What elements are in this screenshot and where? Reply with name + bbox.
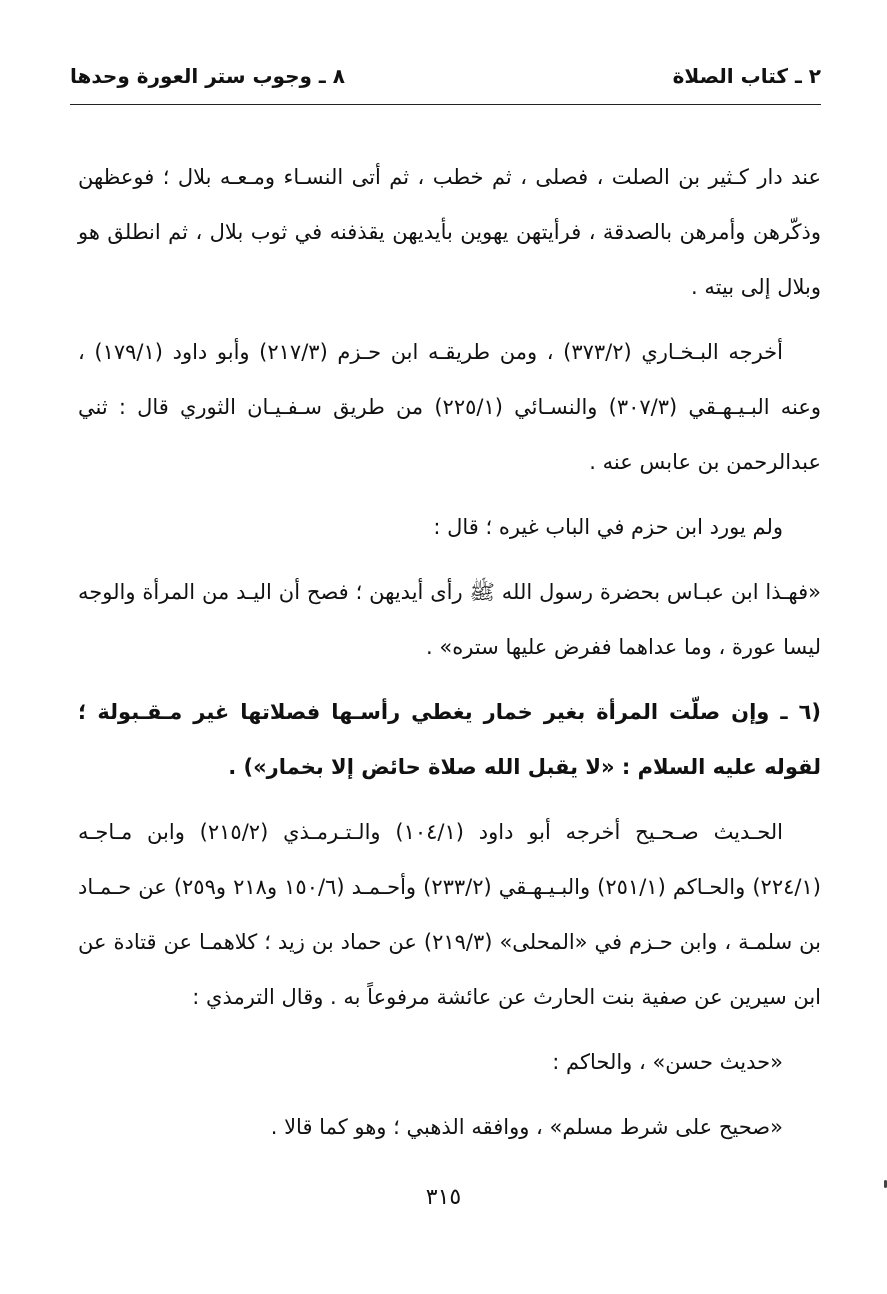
- paragraph-tirmidhi-grading: «حديث حسن» ، والحاكم :: [552, 1050, 783, 1074]
- page-number: ٣١٥: [425, 1185, 462, 1210]
- header-divider: [70, 104, 821, 105]
- paragraph-matn-item-6: (٦ ـ وإن صلّت المرأة بغير خمار يغطي رأسـها فصلاتها غير مـقـبولة ؛ لقوله عليه السلام : «لا يقبل الله صلاة حائض إلا بخمار») .: [78, 700, 821, 779]
- paragraph-hadith-sahih-takhrij: الحـديث صـحـيح أخرجه أبو داود (١٠٤/١) والـتـرمـذي (٢١٥/٢) وابن مـاجـه (٢٢٤/١) والحـاكم (٢٥١/١) والبـيـهـقي (٢٣٣/٢) وأحـمـد (١٥٠/٦ و٢١٨ و٢٥٩) عن حـمـاد بن سلمـة ، وابن حـزم في «المحلى» (٢١٩/٣) عن حماد بن زيد ؛ كلاهمـا عن قتادة عن ابن سيرين عن صفية بنت الحارث عن عائشة مرفوعاً به . وقال الترمذي :: [78, 820, 821, 1009]
- section-title: ٨ ـ وجوب ستر العورة وحدها: [70, 64, 345, 88]
- paragraph-hakim-grading: «صحيح على شرط مسلم» ، ووافقه الذهبي ؛ وهو كما قالا .: [270, 1115, 783, 1139]
- paragraph-bukhari-takhrij: أخرجه البـخـاري (٣٧٣/٢) ، ومن طريقـه ابن حـزم (٢١٧/٣) وأبو داود (١٧٩/١) ، وعنه البـيـهـقي (٣٠٧/٣) والنسـائي (٢٢٥/١) من طريق سـفـيـان الثوري قال : ثني عبدالرحمن بن عابس عنه .: [78, 340, 821, 474]
- page-body: [78, 150, 821, 1165]
- paragraph-hadith-continuation: عند دار كـثير بن الصلت ، فصلى ، ثم خطب ، ثم أتى النسـاء ومـعـه بلال ؛ فوعظهن وذكّرهن وأمرهن بالصدقة ، فرأيتهن يهوين بأيديهن يقذفنه في ثوب بلال ، ثم انطلق هو وبلال إلى بيته .: [78, 165, 821, 299]
- paragraph-ibn-hazm-quote: «فهـذا ابن عبـاس بحضرة رسول الله ﷺ رأى أيديهن ؛ فصح أن اليـد من المرأة والوجه ليسا عورة ، وما عداهما ففرض عليها ستره» .: [78, 580, 821, 659]
- paragraph-ibn-hazm-note: ولم يورد ابن حزم في الباب غيره ؛ قال :: [433, 515, 783, 539]
- chapter-title: ٢ ـ كتاب الصلاة: [672, 64, 821, 88]
- running-header: [70, 56, 821, 96]
